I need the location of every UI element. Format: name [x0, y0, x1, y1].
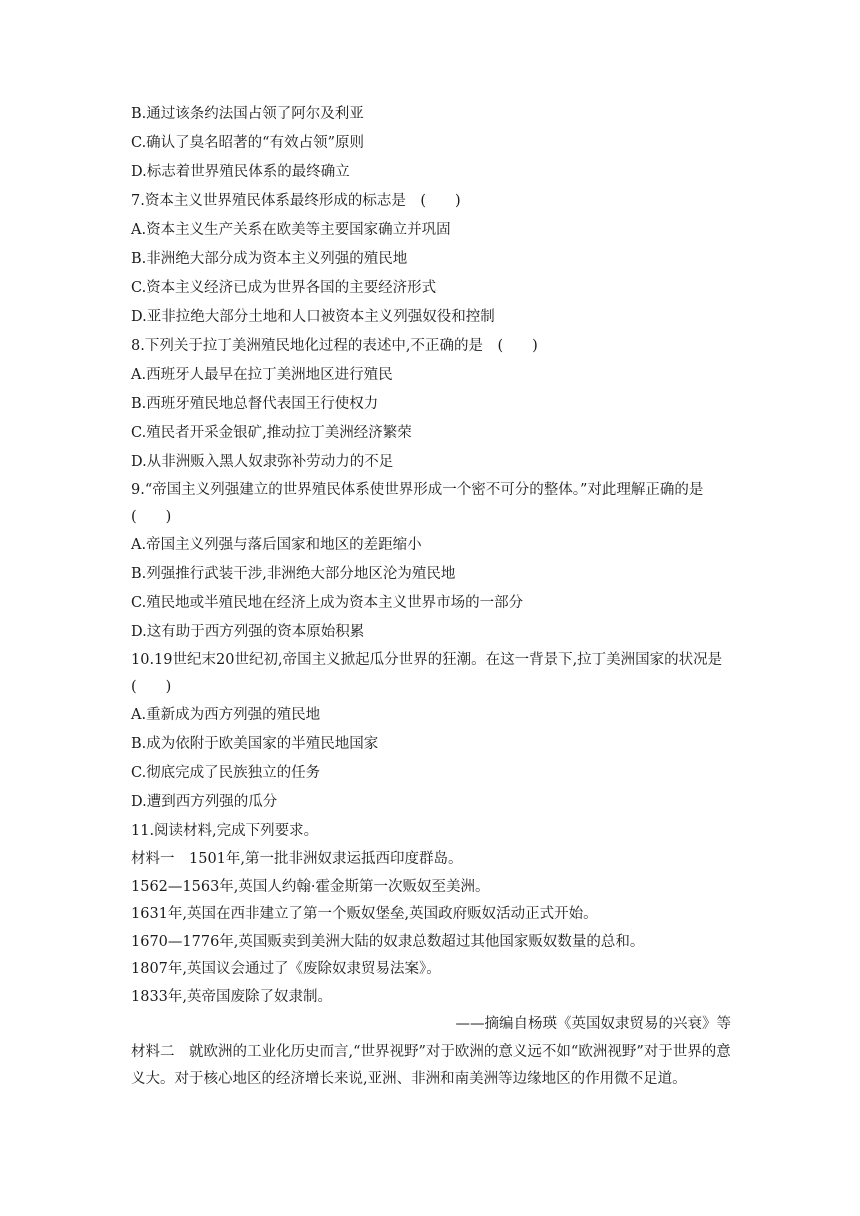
material-2: 材料二 就欧洲的工业化历史而言,“世界视野”对于欧洲的意义远不如“欧洲视野”对于世界的意义大。对于核心地区的经济增长来说,亚洲、非洲和南美洲等边缘地区的作用微不足道。 [131, 1043, 731, 1087]
question-6-tail [131, 100, 731, 187]
option-7b: B.非洲绝大部分成为资本主义列强的殖民地 [131, 251, 408, 267]
question-8-stem: 8.下列关于拉丁美洲殖民地化过程的表述中,不正确的是 ( ) [131, 338, 538, 354]
question-7-stem: 7.资本主义世界殖民体系最终形成的标志是 ( ) [131, 193, 461, 209]
option-7d: D.亚非拉绝大部分土地和人口被资本主义列强奴役和控制 [131, 309, 495, 325]
option-8b: B.西班牙殖民地总督代表国王行使权力 [131, 396, 379, 412]
option-8a: A.西班牙人最早在拉丁美洲地区进行殖民 [131, 367, 393, 383]
option-6d: D.标志着世界殖民体系的最终确立 [131, 164, 350, 180]
option-9c: C.殖民地或半殖民地在经济上成为资本主义世界市场的一部分 [131, 595, 524, 611]
question-9-stem: 9.“帝国主义列强建立的世界殖民体系使世界形成一个密不可分的整体。”对此理解正确的是( ) [131, 482, 704, 525]
question-content [131, 100, 731, 1093]
option-9b: B.列强推行武装干涉,非洲绝大部分地区沦为殖民地 [131, 566, 456, 582]
material-1-source: ——摘编自杨瑛《英国奴隶贸易的兴衰》等 [455, 1016, 731, 1032]
question-8 [131, 332, 731, 477]
option-10a: A.重新成为西方列强的殖民地 [131, 707, 321, 723]
option-6b: B.通过该条约法国占领了阿尔及利亚 [131, 106, 364, 122]
question-11-stem: 11.阅读材料,完成下列要求。 [131, 823, 319, 839]
option-10d: D.遭到西方列强的瓜分 [131, 794, 278, 810]
option-9d: D.这有助于西方列强的资本原始积累 [131, 624, 365, 640]
material-1 [131, 846, 731, 1039]
material-1-line: 1807年,英国议会通过了《废除奴隶贸易法案》。 [131, 961, 441, 977]
material-1-line: 1631年,英国在西非建立了第一个贩奴堡垒,英国政府贩奴活动正式开始。 [131, 906, 598, 922]
option-10b: B.成为依附于欧美国家的半殖民地国家 [131, 736, 379, 752]
material-1-line: 1833年,英帝国废除了奴隶制。 [131, 988, 333, 1005]
option-7c: C.资本主义经济已成为世界各国的主要经济形式 [131, 280, 437, 296]
material-1-line: 材料一 1501年,第一批非洲奴隶运抵西印度群岛。 [131, 851, 463, 867]
option-9a: A.帝国主义列强与落后国家和地区的差距缩小 [131, 537, 422, 553]
question-7 [131, 187, 731, 332]
question-10-stem: 10.19世纪末20世纪初,帝国主义掀起瓜分世界的狂潮。在这一背景下,拉丁美洲国家的状况是( ) [131, 652, 723, 695]
question-10 [131, 647, 731, 817]
option-10c: C.彻底完成了民族独立的任务 [131, 765, 321, 781]
material-1-line: 1562—1563年,英国人约翰·霍金斯第一次贩奴至美洲。 [131, 878, 490, 895]
option-7a: A.资本主义生产关系在欧美等主要国家确立并巩固 [131, 222, 451, 238]
option-8c: C.殖民者开采金银矿,推动拉丁美洲经济繁荣 [131, 425, 412, 441]
material-1-line: 1670—1776年,英国贩卖到美洲大陆的奴隶总数超过其他国家贩奴数量的总和。 [131, 933, 645, 950]
option-8d: D.从非洲贩入黑人奴隶弥补劳动力的不足 [131, 454, 394, 470]
question-9 [131, 477, 731, 647]
question-11 [131, 817, 731, 1093]
option-6c: C.确认了臭名昭著的“有效占领”原则 [131, 135, 365, 151]
